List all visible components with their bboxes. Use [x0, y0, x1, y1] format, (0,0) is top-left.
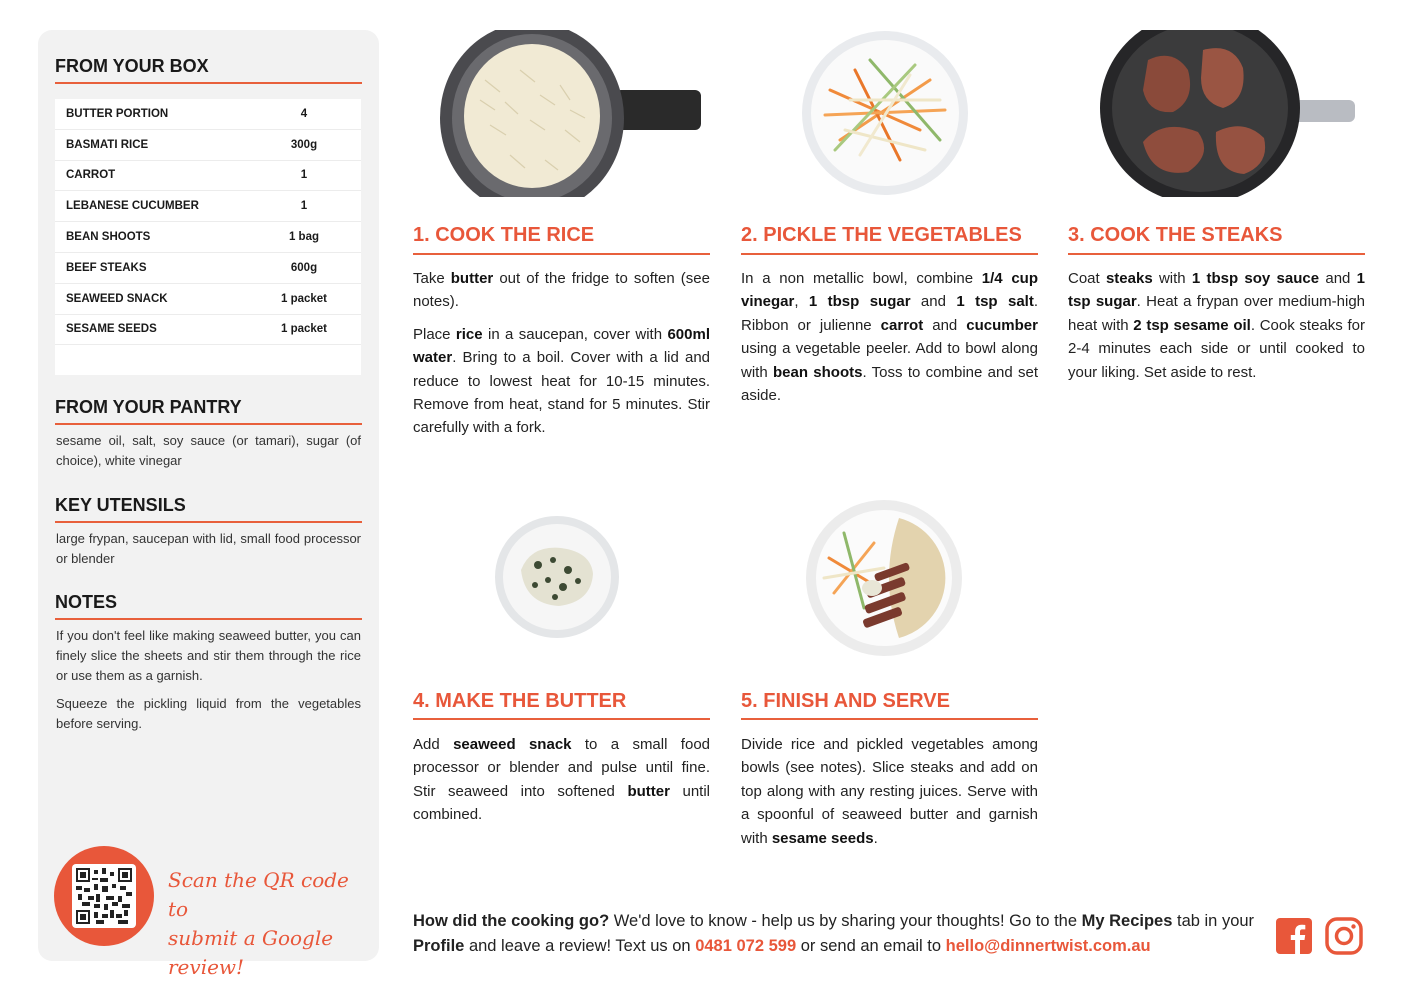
table-row	[55, 284, 361, 315]
step-3-title: 3. COOK THE STEAKS	[1068, 224, 1283, 246]
divider	[55, 82, 362, 84]
text-run: In a non metallic bowl, combine	[741, 270, 982, 287]
step-2-title: 2. PICKLE THE VEGETABLES	[741, 224, 1022, 246]
bold-text: 1 tbsp sugar	[808, 293, 911, 311]
text-run: . Bring to a boil. Cover with a lid and reduce to lowest heat for 10-15 minutes. Remove from heat, stand for 5 minutes. Stir carefully with a fork.	[413, 349, 710, 437]
step-2-paragraph-1	[741, 267, 1038, 407]
steaks-frypan-image	[1098, 30, 1356, 197]
footer-feedback	[413, 909, 1263, 959]
step-5-paragraph-1	[741, 733, 1038, 850]
ingredient-quantity: 1	[300, 200, 308, 213]
text-run: . Cook steaks for 2-4 minutes each side or until cooked to your liking. Set aside to rest.	[1068, 316, 1365, 381]
bold-text: rice	[455, 325, 483, 343]
text-run: Add	[413, 736, 454, 753]
ingredient-name: BUTTER PORTION	[66, 107, 169, 120]
ingredient-quantity: 600g	[290, 261, 318, 274]
text-run: and	[923, 316, 967, 334]
qr-code-icon[interactable]	[72, 864, 136, 928]
step-5-title: 5. FINISH AND SERVE	[741, 690, 950, 712]
notes-title: NOTES	[55, 592, 118, 612]
bold-text: 1 tsp sugar	[1068, 270, 1365, 311]
text-run: ,	[794, 293, 809, 311]
bold-text: seaweed snack	[453, 736, 572, 753]
divider	[413, 253, 710, 255]
rice-pan-image	[440, 30, 702, 197]
text-run: Take	[413, 270, 451, 287]
bold-text: 2 tsp sesame oil	[1133, 316, 1251, 334]
bold-text: carrot	[880, 316, 924, 334]
bold-text: 1 tbsp soy sauce	[1191, 270, 1320, 287]
bold-text: 1 tsp salt	[956, 293, 1034, 311]
facebook-icon[interactable]	[1275, 917, 1313, 955]
email-link[interactable]: hello@dinnertwist.com.au	[945, 937, 1151, 955]
text-run: .	[873, 829, 878, 847]
table-row	[55, 99, 361, 130]
qr-caption-line2: submit a Google review!	[168, 926, 334, 979]
divider	[1068, 253, 1365, 255]
ingredient-quantity: 1 packet	[280, 323, 328, 336]
divider	[413, 718, 710, 720]
step-2-text	[741, 267, 1038, 416]
ingredients-table	[55, 99, 361, 375]
ingredient-quantity: 1 packet	[280, 292, 328, 305]
bold-text: butter	[450, 270, 494, 287]
footer-text-4: or send an email to	[796, 937, 946, 955]
ingredient-name: BEAN SHOOTS	[66, 231, 151, 244]
footer-text-3: and leave a review! Text us on	[464, 937, 696, 955]
ingredient-quantity: 300g	[290, 138, 318, 151]
sidebar	[38, 30, 379, 979]
text-run: and	[910, 293, 957, 311]
table-row	[55, 161, 361, 192]
step-3-paragraph-1	[1068, 267, 1365, 384]
pickled-vegetables-image	[800, 30, 970, 197]
divider	[55, 423, 362, 425]
text-run: . Toss to combine and set aside.	[741, 363, 1038, 405]
pantry-text: sesame oil, salt, soy sauce (or tamari), sugar (of choice), white vinegar	[56, 433, 361, 468]
step-1-paragraph-1	[413, 267, 710, 314]
step-1-text	[413, 267, 710, 449]
step-4-paragraph-1	[413, 733, 710, 827]
footer-text-2: tab in your	[1172, 912, 1255, 930]
footer-text-1: We'd love to know - help us by sharing your thoughts! Go to the	[609, 912, 1082, 930]
finished-dish-image	[804, 498, 964, 658]
text-run: Place	[413, 325, 456, 343]
ingredient-name: SEAWEED SNACK	[66, 292, 168, 305]
ingredient-name: LEBANESE CUCUMBER	[66, 200, 199, 213]
bold-text: bean shoots	[772, 363, 863, 381]
text-run: Coat	[1068, 270, 1106, 287]
step-3-text	[1068, 267, 1365, 393]
footer-question: How did the cooking go?	[413, 912, 610, 930]
ingredient-name: CARROT	[66, 169, 116, 182]
text-run: until combined.	[413, 782, 710, 824]
bold-text: 1/4 cup vinegar	[741, 270, 1039, 311]
bold-text: cucumber	[966, 316, 1038, 334]
bold-text: butter	[627, 782, 670, 800]
ingredient-name: SESAME SEEDS	[66, 323, 157, 336]
ingredient-quantity: 1 bag	[288, 231, 320, 244]
seaweed-butter-image	[493, 515, 621, 640]
table-row	[55, 130, 361, 161]
bold-text: steaks	[1105, 270, 1153, 287]
text-run: . Heat a frypan over medium-high heat with	[1068, 293, 1366, 334]
divider	[741, 253, 1038, 255]
table-row	[55, 315, 361, 346]
instagram-icon[interactable]	[1325, 917, 1363, 955]
from-your-box-title: FROM YOUR BOX	[55, 56, 209, 76]
table-row	[55, 253, 361, 284]
step-1-title: 1. COOK THE RICE	[413, 224, 595, 246]
ingredient-name: BASMATI RICE	[66, 138, 149, 151]
step-4-text	[413, 733, 710, 836]
text-run: Divide rice and pickled vegetables among bowls (see notes). Slice steaks and add on top along with any resting juices. Serve with a spoonful of seaweed butter and garnish with	[741, 736, 1038, 847]
step-1-paragraph-2	[413, 323, 710, 440]
text-run: with	[1152, 270, 1192, 287]
step-4-title: 4. MAKE THE BUTTER	[413, 690, 627, 712]
bold-text: sesame seeds	[771, 829, 874, 847]
table-row	[55, 222, 361, 253]
ingredient-quantity: 1	[300, 169, 308, 182]
text-run: in a saucepan, cover with	[482, 325, 668, 343]
divider	[741, 718, 1038, 720]
profile-link[interactable]: Profile	[413, 937, 465, 955]
qr-badge[interactable]	[54, 846, 154, 946]
my-recipes-link[interactable]: My Recipes	[1081, 912, 1173, 930]
divider	[55, 618, 362, 620]
notes-text-1: If you don't feel like making seaweed butter, you can finely slice the sheets and stir them through the rice or use them as a garnish.	[56, 628, 361, 683]
qr-caption	[168, 866, 368, 982]
divider	[55, 521, 362, 523]
key-utensils-title: KEY UTENSILS	[55, 495, 186, 515]
notes-text-2: Squeeze the pickling liquid from the vegetables before serving.	[56, 696, 361, 731]
table-row	[55, 191, 361, 222]
phone-link[interactable]: 0481 072 599	[695, 937, 797, 955]
ingredient-quantity: 4	[300, 107, 308, 120]
ingredient-name: BEEF STEAKS	[66, 261, 147, 274]
step-5-text	[741, 733, 1038, 859]
text-run: . Ribbon or julienne	[741, 293, 1038, 334]
utensils-text: large frypan, saucepan with lid, small food processor or blender	[56, 531, 361, 566]
text-run: out of the fridge to soften (see notes).	[413, 270, 710, 311]
from-your-pantry-title: FROM YOUR PANTRY	[55, 397, 242, 417]
bold-text: 600ml water	[413, 325, 710, 367]
text-run: and	[1319, 270, 1357, 287]
text-run: to a small food processor or blender and pulse until fine. Stir seaweed into softened	[413, 736, 710, 800]
text-run: using a vegetable peeler. Add to bowl along with	[741, 340, 1038, 381]
qr-caption-line1: Scan the QR code to	[168, 868, 349, 921]
